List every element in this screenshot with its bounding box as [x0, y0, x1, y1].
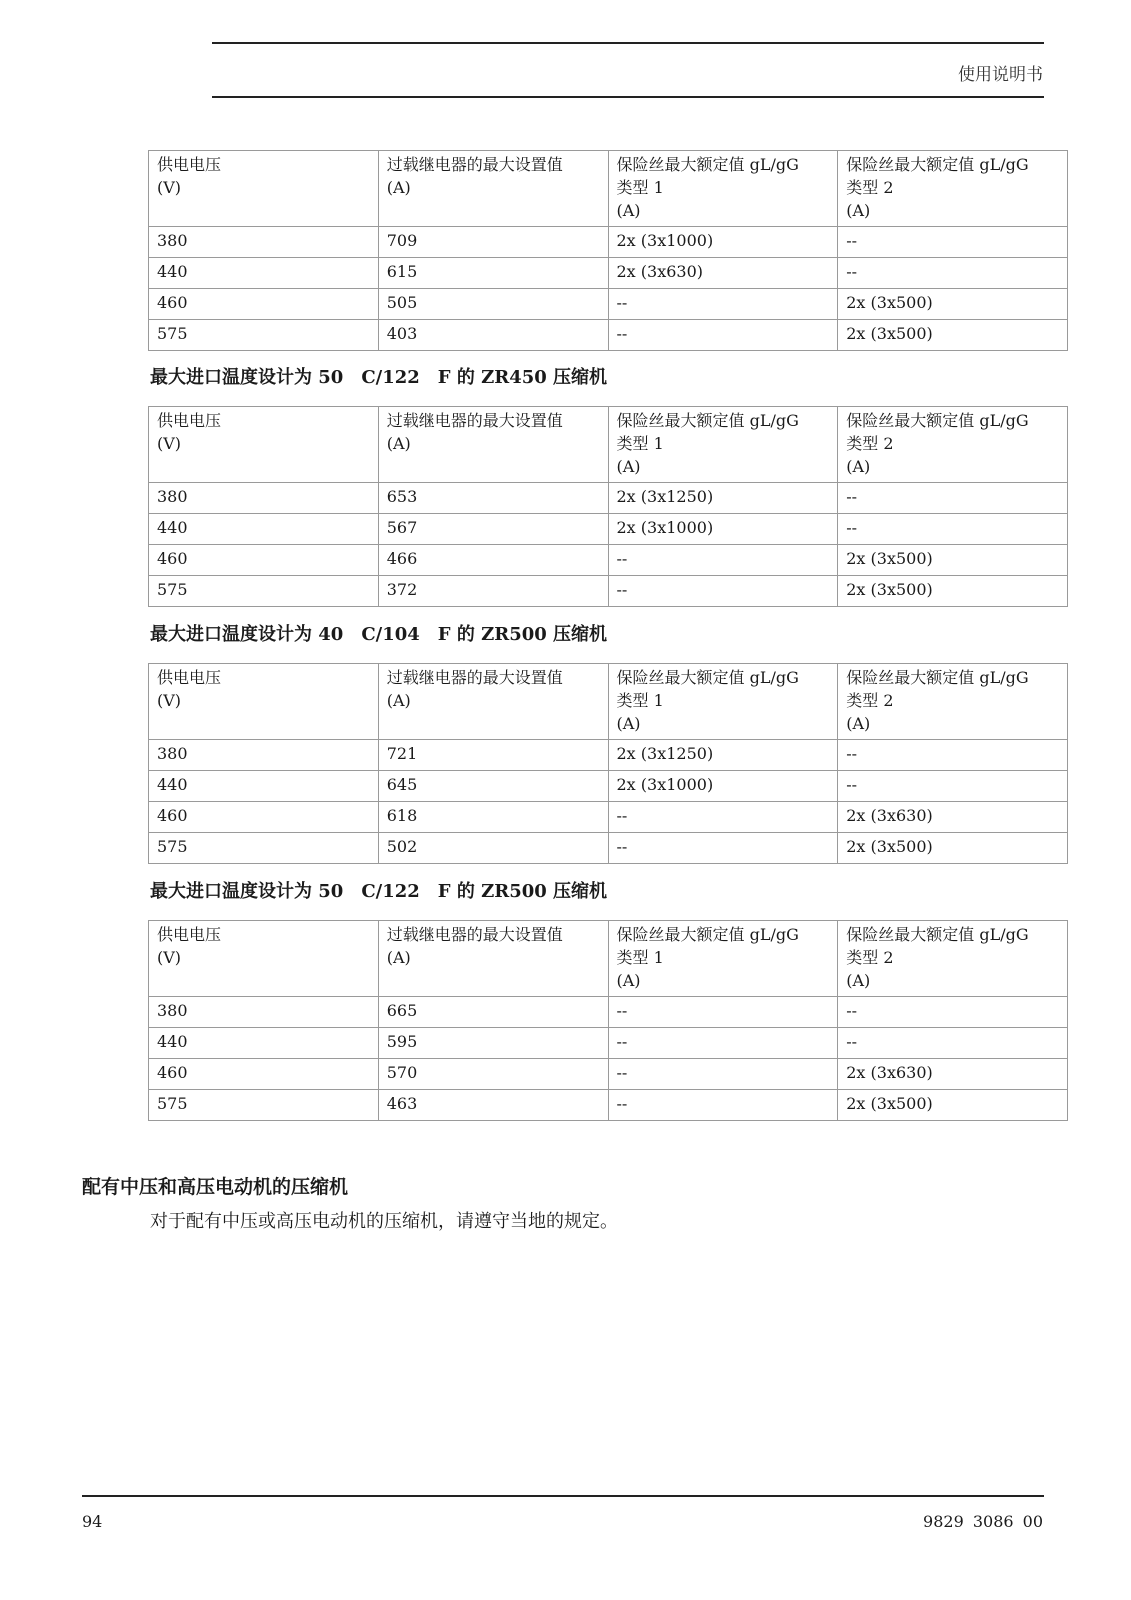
table-cell: 440 [149, 1028, 379, 1059]
table-cell: -- [608, 802, 838, 833]
table-row [149, 1090, 1068, 1121]
table-row [149, 320, 1068, 351]
header-cell: 供电电压 (V) [149, 151, 379, 227]
table-cell: 721 [378, 740, 608, 771]
table-cell: 2x (3x1000) [608, 771, 838, 802]
table-cell: 463 [378, 1090, 608, 1121]
table-cell: -- [608, 1028, 838, 1059]
doc-number: 9829 3086 00 [923, 1512, 1043, 1531]
table-cell: -- [608, 545, 838, 576]
table-cell: 575 [149, 1090, 379, 1121]
table-cell: 645 [378, 771, 608, 802]
table-cell: 2x (3x1250) [608, 483, 838, 514]
table-row [149, 802, 1068, 833]
table-cell: 460 [149, 1059, 379, 1090]
table-cell: 2x (3x630) [608, 258, 838, 289]
table-cell: 2x (3x500) [838, 320, 1068, 351]
table-caption: 最大进口温度设计为 40 C/104 F 的 ZR500 压缩机 [150, 624, 608, 645]
table-cell: -- [608, 833, 838, 864]
table-row [149, 1028, 1068, 1059]
table-cell: -- [608, 576, 838, 607]
header-cell: 保险丝最大额定值 gL/gG 类型 2 (A) [838, 664, 1068, 740]
table-cell: 440 [149, 771, 379, 802]
table-row [149, 740, 1068, 771]
table-row [149, 576, 1068, 607]
table-cell: 595 [378, 1028, 608, 1059]
header-cell: 保险丝最大额定值 gL/gG 类型 2 (A) [838, 151, 1068, 227]
table-header-row [149, 921, 1068, 997]
table-row [149, 514, 1068, 545]
table-block-4 [148, 920, 1068, 1121]
table-block-1 [148, 150, 1068, 351]
table-cell: 460 [149, 802, 379, 833]
table-row [149, 771, 1068, 802]
header-bottom-rule [212, 96, 1044, 98]
table-cell: 440 [149, 514, 379, 545]
table-cell: 502 [378, 833, 608, 864]
header-cell: 保险丝最大额定值 gL/gG 类型 1 (A) [608, 407, 838, 483]
table-cell: 570 [378, 1059, 608, 1090]
header-cell: 保险丝最大额定值 gL/gG 类型 2 (A) [838, 407, 1068, 483]
table-row [149, 1059, 1068, 1090]
header-cell: 供电电压 (V) [149, 407, 379, 483]
table-cell: -- [838, 771, 1068, 802]
header-cell: 保险丝最大额定值 gL/gG 类型 2 (A) [838, 921, 1068, 997]
header-cell: 过载继电器的最大设置值 (A) [378, 407, 608, 483]
table-cell: 2x (3x630) [838, 802, 1068, 833]
header-cell: 过载继电器的最大设置值 (A) [378, 151, 608, 227]
table-cell: -- [608, 1090, 838, 1121]
table-cell: 2x (3x1250) [608, 740, 838, 771]
table-cell: 653 [378, 483, 608, 514]
table-cell: -- [838, 1028, 1068, 1059]
fuse-table [148, 920, 1068, 1121]
table-row [149, 258, 1068, 289]
table-row [149, 227, 1068, 258]
table-block-2 [148, 406, 1068, 607]
table-cell: 460 [149, 289, 379, 320]
table-cell: 2x (3x1000) [608, 227, 838, 258]
table-row [149, 289, 1068, 320]
table-cell: -- [838, 483, 1068, 514]
table-cell: 460 [149, 545, 379, 576]
table-cell: -- [838, 258, 1068, 289]
table-cell: 380 [149, 227, 379, 258]
table-row [149, 483, 1068, 514]
header-cell: 保险丝最大额定值 gL/gG 类型 1 (A) [608, 664, 838, 740]
table-cell: 440 [149, 258, 379, 289]
table-block-3 [148, 663, 1068, 864]
header-cell: 保险丝最大额定值 gL/gG 类型 1 (A) [608, 151, 838, 227]
table-cell: -- [608, 997, 838, 1028]
table-cell: 618 [378, 802, 608, 833]
table-cell: 615 [378, 258, 608, 289]
fuse-table [148, 663, 1068, 864]
header-title: 使用说明书 [958, 65, 1043, 85]
table-cell: 403 [378, 320, 608, 351]
header-cell: 保险丝最大额定值 gL/gG 类型 1 (A) [608, 921, 838, 997]
table-cell: 575 [149, 320, 379, 351]
header-cell: 供电电压 (V) [149, 664, 379, 740]
table-cell: 2x (3x500) [838, 545, 1068, 576]
table-cell: 380 [149, 483, 379, 514]
header-top-rule [212, 42, 1044, 44]
table-cell: 372 [378, 576, 608, 607]
table-cell: -- [608, 1059, 838, 1090]
table-cell: 567 [378, 514, 608, 545]
header-cell: 供电电压 (V) [149, 921, 379, 997]
table-cell: -- [838, 514, 1068, 545]
table-header-row [149, 151, 1068, 227]
table-caption: 最大进口温度设计为 50 C/122 F 的 ZR450 压缩机 [150, 367, 608, 388]
table-row [149, 545, 1068, 576]
section-text: 对于配有中压或高压电动机的压缩机，请遵守当地的规定。 [150, 1211, 618, 1232]
table-cell: 2x (3x500) [838, 833, 1068, 864]
table-cell: 2x (3x630) [838, 1059, 1068, 1090]
table-cell: 2x (3x500) [838, 576, 1068, 607]
table-cell: 575 [149, 576, 379, 607]
header-cell: 过载继电器的最大设置值 (A) [378, 664, 608, 740]
table-cell: 709 [378, 227, 608, 258]
table-caption: 最大进口温度设计为 50 C/122 F 的 ZR500 压缩机 [150, 881, 608, 902]
table-cell: 505 [378, 289, 608, 320]
table-cell: -- [608, 320, 838, 351]
table-cell: 575 [149, 833, 379, 864]
table-cell: 2x (3x500) [838, 289, 1068, 320]
table-header-row [149, 407, 1068, 483]
table-cell: 380 [149, 740, 379, 771]
header-cell: 过载继电器的最大设置值 (A) [378, 921, 608, 997]
fuse-table [148, 150, 1068, 351]
table-header-row [149, 664, 1068, 740]
section-title: 配有中压和高压电动机的压缩机 [82, 1176, 349, 1198]
table-row [149, 833, 1068, 864]
table-cell: -- [838, 740, 1068, 771]
table-cell: -- [838, 227, 1068, 258]
fuse-table [148, 406, 1068, 607]
footer-rule [82, 1495, 1044, 1497]
table-cell: -- [608, 289, 838, 320]
table-cell: 466 [378, 545, 608, 576]
table-cell: 665 [378, 997, 608, 1028]
table-cell: 2x (3x500) [838, 1090, 1068, 1121]
table-cell: -- [838, 997, 1068, 1028]
table-row [149, 997, 1068, 1028]
page-number: 94 [82, 1512, 103, 1531]
table-cell: 380 [149, 997, 379, 1028]
table-cell: 2x (3x1000) [608, 514, 838, 545]
